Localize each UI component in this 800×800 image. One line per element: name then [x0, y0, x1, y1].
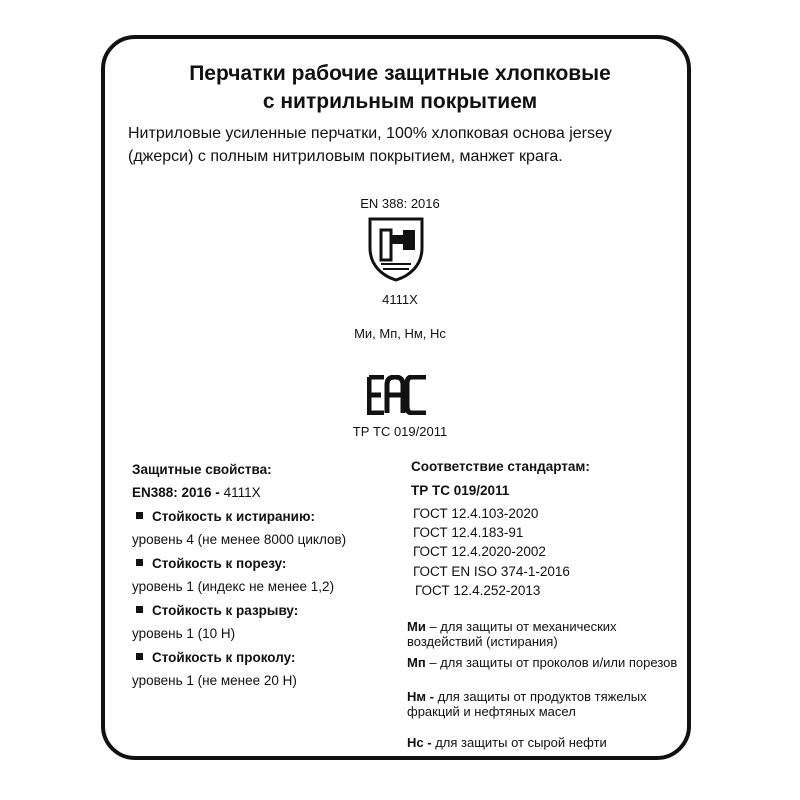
props-en-line — [132, 484, 261, 501]
legend-code: Мп — [407, 655, 426, 670]
en-code: 4111X — [382, 292, 418, 307]
legend-item — [407, 689, 687, 719]
standards-tr: ТР ТС 019/2011 — [411, 483, 510, 498]
tr-ts-label: ТР ТС 019/2011 — [352, 424, 448, 439]
prop-name: Стойкость к проколу: — [152, 650, 296, 665]
prop-level: уровень 1 (10 Н) — [132, 626, 236, 641]
gost-item: ГОСТ 12.4.183-91 — [413, 525, 524, 540]
legend-text: – для защиты от проколов и/или порезов — [429, 655, 678, 670]
gost-item: ГОСТ 12.4.103-2020 — [413, 506, 539, 521]
prop-item — [136, 649, 295, 666]
title-line-1: Перчатки рабочие защитные хлопковые — [189, 62, 611, 85]
prop-name: Стойкость к истиранию: — [152, 509, 316, 524]
prop-level: уровень 1 (не менее 20 Н) — [132, 673, 297, 688]
en388-shield-icon — [367, 216, 425, 282]
props-en-label: EN388: 2016 - — [132, 485, 220, 500]
bullet-icon — [136, 512, 143, 519]
gost-item: ГОСТ EN ISO 374-1-2016 — [413, 564, 570, 579]
legend-code: Нс - — [407, 735, 432, 750]
gost-item: ГОСТ 12.4.252-2013 — [415, 583, 541, 598]
prop-item — [136, 602, 298, 619]
prop-name: Стойкость к порезу: — [152, 556, 287, 571]
prop-name: Стойкость к разрыву: — [152, 603, 299, 618]
legend-code: Нм - — [407, 689, 434, 704]
en-standard-label: EN 388: 2016 — [360, 196, 440, 211]
bullet-icon — [136, 606, 143, 613]
prop-item — [136, 508, 315, 525]
prop-level: уровень 1 (индекс не менее 1,2) — [132, 579, 335, 594]
bullet-icon — [136, 653, 143, 660]
prop-item — [136, 555, 286, 572]
protection-codes: Ми, Мп, Нм, Нс — [354, 326, 446, 341]
legend-code: Ми — [407, 619, 426, 634]
legend-text: для защиты от сырой нефти — [435, 735, 607, 750]
legend-item — [407, 655, 687, 670]
props-en-value: 4111X — [223, 485, 261, 500]
title-line-2: с нитрильным покрытием — [262, 90, 538, 113]
props-header: Защитные свойства: — [132, 462, 272, 477]
legend-text: для защиты от продуктов тяжелых фракций и нефтяных масел — [407, 689, 647, 719]
prop-level: уровень 4 (не менее 8000 циклов) — [132, 532, 347, 547]
standards-header: Соответствие стандартам: — [411, 459, 590, 474]
bullet-icon — [136, 559, 143, 566]
legend-item — [407, 619, 687, 649]
gost-item: ГОСТ 12.4.2020-2002 — [413, 544, 546, 559]
legend-item — [407, 735, 687, 750]
eac-logo — [367, 375, 429, 415]
legend-text: – для защиты от механических воздействий (истирания) — [407, 619, 617, 649]
intro-text: Нитриловые усиленные перчатки, 100% хлопковая основа jersey (джерси) с полным нитриловым покрытием, манжет крага. — [128, 125, 612, 165]
